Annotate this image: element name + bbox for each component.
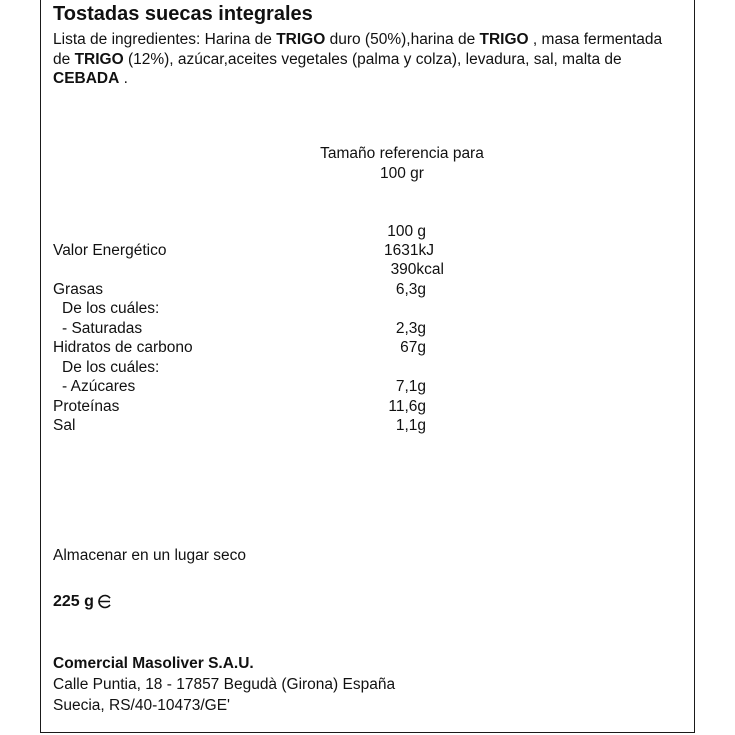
nutrition-value-salt: 1,1g (395, 417, 426, 434)
nutrition-label-of-which: De los cuáles: (62, 300, 160, 317)
nutrition-label-of-which: De los cuáles: (62, 359, 160, 376)
company-registry: Suecia, RS/40-10473/GE' (53, 697, 231, 714)
nutrition-value-carbohydrates: 67g (400, 339, 426, 356)
allergen-wheat: TRIGO (479, 31, 529, 48)
allergen-barley: CEBADA (53, 70, 120, 87)
storage-instructions: Almacenar en un lugar seco (53, 547, 247, 564)
nutrition-value-fat: 6,3g (395, 281, 426, 298)
estimated-sign-icon (97, 594, 112, 614)
allergen-wheat: TRIGO (276, 31, 326, 48)
nutrition-label-saturated: - Saturadas (62, 320, 143, 337)
ingredient-part: duro (50%),harina de (325, 31, 480, 48)
nutrition-label-salt: Sal (53, 417, 76, 434)
allergen-wheat: TRIGO (74, 50, 124, 68)
ingredients-list (53, 30, 673, 89)
nutrition-value-energy-kj: 1631kJ (384, 242, 434, 259)
nutrition-label-energy: Valor Energético (53, 242, 167, 259)
ingredient-part: Harina de (200, 31, 277, 48)
ingredients-label: Lista de ingredientes: (53, 31, 201, 48)
company-address: Calle Puntia, 18 - 17857 Begudà (Girona) España (53, 676, 396, 693)
company-name: Comercial Masoliver S.A.U. (53, 655, 254, 672)
nutrition-label-fat: Grasas (53, 281, 103, 298)
ingredient-part: . (119, 70, 128, 87)
nutrition-value-saturated: 2,3g (395, 320, 426, 337)
nutrition-label-sugars: - Azúcares (62, 378, 136, 395)
reference-size-line1: Tamaño referencia para (320, 145, 484, 162)
nutrition-value-energy-kcal: 390kcal (390, 261, 444, 278)
nutrition-label-protein: Proteínas (53, 398, 120, 415)
nutrition-column-header: 100 g (387, 223, 426, 240)
nutrition-value-sugars: 7,1g (395, 378, 426, 395)
nutrition-label-carbohydrates: Hidratos de carbono (53, 339, 193, 356)
reference-size-line2: 100 gr (380, 165, 424, 182)
net-weight-value: 225 g (53, 593, 94, 610)
ingredient-part: (12%), azúcar,aceites vegetales (palma y colza), levadura, sal, malta de (123, 50, 622, 68)
net-weight (53, 592, 112, 614)
nutrition-value-protein: 11,6g (388, 398, 426, 415)
product-title: Tostadas suecas integrales (53, 3, 313, 25)
ingredient-part: , masa fermentada de (53, 31, 663, 68)
